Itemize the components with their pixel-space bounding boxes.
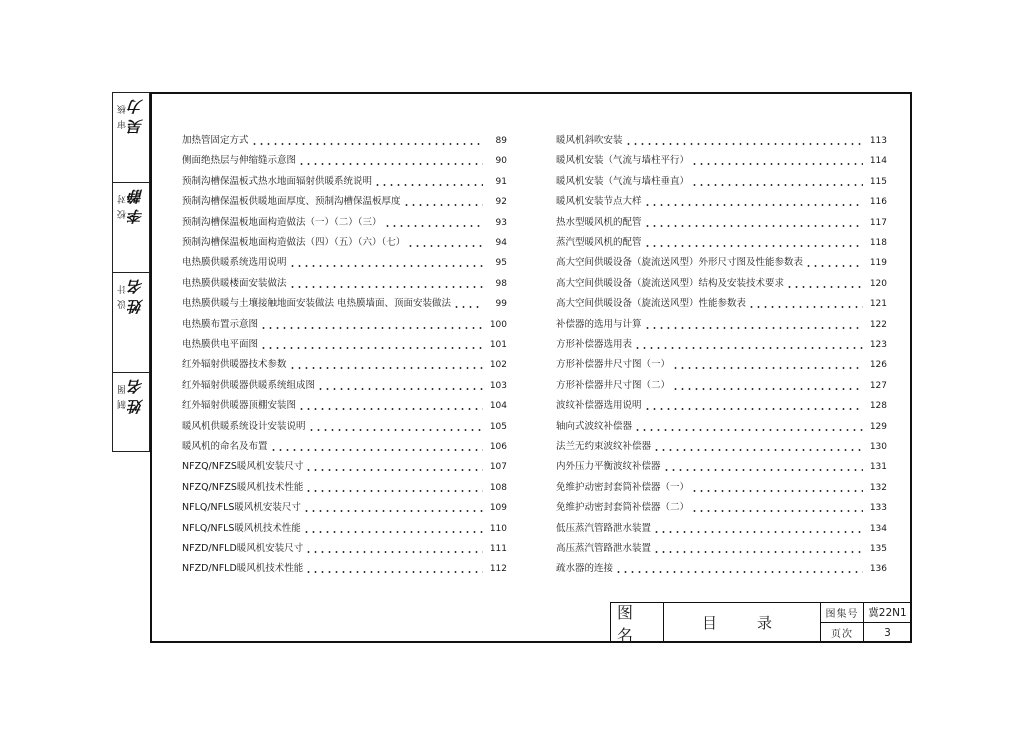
toc-entry-page: 108 [489, 482, 507, 493]
toc-entry-page: 99 [495, 299, 507, 310]
toc-entry-page: 135 [869, 544, 887, 554]
toc-entry-page: 121 [869, 299, 887, 310]
toc-entry[interactable] [182, 560, 507, 576]
dot-leader [289, 367, 483, 369]
signature: 姓 名 [127, 379, 145, 415]
toc-entry-page: 93 [495, 217, 507, 228]
toc-entry[interactable] [182, 214, 507, 230]
dot-leader [305, 469, 483, 471]
toc-entry-page: 102 [489, 360, 507, 371]
toc-entry-title: 红外辐射供暖器技术参数 [182, 359, 287, 371]
toc-entry-title: 暖风机供暖系统设计安装说明 [182, 420, 306, 432]
toc-entry-page: 105 [489, 421, 507, 432]
dot-leader [403, 204, 483, 206]
dot-leader [270, 449, 483, 451]
dot-leader [644, 408, 863, 410]
toc-entry-title: 预制沟槽保温板地面构造做法（一）（二）（三） [182, 216, 382, 228]
dot-leader [691, 490, 863, 492]
toc-entry-title: NFZD/NFLD暖风机安装尺寸 [182, 543, 304, 554]
toc-entry-title: 轴向式波纹补偿器 [556, 420, 633, 432]
toc-entry-title: 热水型暖风机的配管 [556, 216, 642, 228]
toc-entry-page: 132 [869, 482, 887, 493]
toc-entry-title: 暖风机安装节点大样 [556, 196, 642, 208]
toc-entry-page: 89 [495, 136, 507, 146]
dot-leader [303, 531, 483, 533]
dot-leader [251, 143, 483, 145]
atlas-number: 冀22N1 [868, 607, 907, 619]
toc-entry-page: 128 [869, 401, 887, 412]
toc-entry[interactable] [556, 540, 887, 556]
side-role: 校对 [118, 189, 128, 219]
dot-leader [305, 571, 483, 573]
toc-entry[interactable] [556, 295, 887, 311]
dot-leader [644, 204, 863, 206]
side-role: 制图 [118, 379, 128, 409]
dot-leader [644, 245, 863, 247]
dot-leader [260, 327, 483, 329]
toc-entry[interactable] [556, 438, 887, 454]
toc-entry-title: 电热膜供暖系统选用说明 [182, 257, 287, 269]
drawing-frame [150, 92, 912, 643]
toc-entry-title: NFLQ/NFLS暖风机安装尺寸 [182, 502, 301, 514]
toc-entry-title: 方形补偿器井尺寸图（一） [556, 359, 671, 371]
side-role: 审核 [118, 99, 128, 129]
toc-entry-page: 91 [495, 176, 507, 187]
toc-entry-title: 补偿器的选用与计算 [556, 318, 642, 330]
dot-leader [691, 510, 863, 512]
toc-entry-title: 方形补偿器选用表 [556, 339, 633, 350]
toc-entry-title: 疏水器的连接 [556, 563, 614, 575]
toc-entry-title: 暖风机的命名及布置 [182, 441, 268, 452]
toc-entry-page: 115 [869, 176, 887, 187]
toc-entry-title: 暖风机斜吹安装 [556, 135, 623, 146]
toc-entry[interactable] [182, 254, 507, 270]
dot-leader [260, 347, 483, 349]
toc-entry[interactable] [556, 275, 887, 291]
toc-entry-page: 101 [489, 340, 507, 350]
toc-entry-page: 92 [495, 197, 507, 208]
dot-leader [653, 449, 863, 451]
toc-entry[interactable] [556, 356, 887, 372]
toc-entry-title: 波纹补偿器选用说明 [556, 400, 642, 412]
toc-entry-page: 127 [869, 380, 887, 391]
dot-leader [317, 388, 483, 390]
toc-entry-title: 电热膜供暖与土壤接触地面安装做法 电热膜墙面、顶面安装做法 [182, 298, 452, 310]
toc-entry-page: 104 [489, 401, 507, 412]
toc-entry-page: 133 [869, 503, 887, 514]
toc-entry-title: 免维护动密封套筒补偿器（一） [556, 481, 690, 493]
toc-entry[interactable] [556, 152, 887, 168]
toc-entry-title: NFZQ/NFZS暖风机技术性能 [182, 481, 304, 493]
toc-entry-page: 100 [489, 319, 507, 330]
toc-entry-title: NFZD/NFLD暖风机技术性能 [182, 563, 304, 575]
signature: 吴 力 [127, 99, 145, 135]
toc-entry-page: 129 [869, 421, 887, 432]
toc-entry[interactable] [182, 132, 507, 148]
toc-entry[interactable] [182, 397, 507, 413]
dot-leader [691, 163, 863, 165]
toc-entry-title: 高压蒸汽管路泄水装置 [556, 543, 652, 554]
toc-entry-page: 107 [489, 462, 507, 473]
toc-entry[interactable] [556, 132, 887, 148]
toc-entry-page: 90 [495, 156, 507, 167]
toc-entry[interactable] [182, 540, 507, 556]
dot-leader [298, 408, 483, 410]
toc-entry-title: 电热膜供暖楼面安装做法 [182, 277, 287, 289]
toc-entry[interactable] [556, 173, 887, 189]
toc-entry-page: 134 [869, 523, 887, 534]
toc-entry[interactable] [556, 214, 887, 230]
side-role: 设计 [118, 279, 128, 309]
dot-leader [805, 265, 863, 267]
page-label: 页次 [821, 623, 864, 642]
dot-leader [644, 327, 863, 329]
dot-leader [634, 429, 863, 431]
toc-entry-page: 94 [495, 238, 507, 248]
dot-leader [289, 265, 483, 267]
dot-leader [653, 531, 863, 533]
dot-leader [748, 306, 863, 308]
toc-entry-title: 方形补偿器井尺寸图（二） [556, 379, 671, 391]
toc-entry[interactable] [556, 458, 887, 474]
toc-entry[interactable] [556, 234, 887, 250]
signature: 姓 名 [127, 279, 145, 315]
toc-entry[interactable] [182, 193, 507, 209]
title-block-label: 图名 [611, 603, 664, 642]
toc-entry-page: 112 [489, 564, 507, 575]
toc-entry-page: 116 [869, 197, 887, 208]
dot-leader [672, 388, 863, 390]
toc-entry[interactable] [182, 479, 507, 495]
dot-leader [305, 490, 483, 492]
toc-entry[interactable] [556, 254, 887, 270]
dot-leader [644, 225, 863, 227]
toc-entry[interactable] [556, 377, 887, 393]
page-number: 3 [884, 626, 891, 639]
page-row [821, 623, 911, 642]
dot-leader [303, 510, 483, 512]
toc-entry-page: 123 [869, 340, 887, 350]
toc-entry-title: NFLQ/NFLS暖风机技术性能 [182, 522, 301, 534]
dot-leader [298, 163, 483, 165]
toc-entry[interactable] [556, 499, 887, 515]
dot-leader [625, 143, 863, 145]
toc-entry-page: 98 [495, 278, 507, 289]
dot-leader [634, 347, 863, 349]
toc-entry-title: 预制沟槽保温板地面构造做法（四）（五）（六）（七） [182, 237, 406, 248]
toc-entry-page: 114 [869, 156, 887, 167]
toc-entry[interactable] [182, 418, 507, 434]
toc-entry-title: 法兰无约束波纹补偿器 [556, 441, 652, 452]
toc-entry-title: 内外压力平衡波纹补偿器 [556, 461, 661, 473]
toc-entry[interactable] [556, 479, 887, 495]
dot-leader [672, 367, 863, 369]
toc-entry-title: 蒸汽型暖风机的配管 [556, 237, 642, 248]
toc-entry-page: 95 [495, 258, 507, 269]
toc-entry-page: 109 [489, 503, 507, 514]
toc-entry-page: 126 [869, 360, 887, 371]
toc-entry[interactable] [556, 397, 887, 413]
toc-entry[interactable] [182, 316, 507, 332]
toc-entry-page: 130 [869, 442, 887, 452]
toc-entry-title: 红外辐射供暖器供暖系统组成图 [182, 379, 316, 391]
signature: 李 静 [127, 189, 145, 225]
toc-entry-page: 106 [489, 442, 507, 452]
toc-entry-title: 红外辐射供暖器顶棚安装图 [182, 400, 297, 412]
toc-entry-title: 预制沟槽保温板式热水地面辐射供暖系统说明 [182, 175, 373, 187]
side-cell-review [113, 93, 149, 183]
toc-entry-page: 111 [489, 544, 507, 554]
toc-entry-title: 预制沟槽保温板供暖地面厚度、预制沟槽保温板厚度 [182, 196, 401, 208]
toc-entry-title: 暖风机安装（气流与墙柱垂直） [556, 175, 690, 187]
toc-entry-title: NFZQ/NFZS暖风机安装尺寸 [182, 461, 304, 473]
dot-leader [653, 551, 863, 553]
toc-entry-page: 136 [869, 564, 887, 575]
title-block-info [821, 603, 911, 642]
toc-entry[interactable] [182, 356, 507, 372]
toc-entry[interactable] [556, 520, 887, 536]
toc-entry[interactable] [556, 418, 887, 434]
toc-entry[interactable] [556, 316, 887, 332]
toc-entry-title: 侧面绝热层与伸缩缝示意图 [182, 155, 297, 167]
toc-entry-page: 110 [489, 523, 507, 534]
toc-entry-title: 高大空间供暖设备（旋流送风型）外形尺寸图及性能参数表 [556, 257, 804, 269]
toc-entry[interactable] [182, 520, 507, 536]
toc-entry[interactable] [182, 458, 507, 474]
toc-entry-page: 120 [869, 278, 887, 289]
signature-panel [112, 92, 150, 452]
dot-leader [289, 286, 483, 288]
atlas-row [821, 603, 911, 623]
toc-entry[interactable] [556, 193, 887, 209]
dot-leader [305, 551, 483, 553]
toc-entry[interactable] [182, 499, 507, 515]
toc-entry[interactable] [182, 173, 507, 189]
dot-leader [663, 469, 863, 471]
toc-entry-page: 131 [869, 462, 887, 473]
toc-entry-page: 122 [869, 319, 887, 330]
toc-entry[interactable] [182, 152, 507, 168]
dot-leader [407, 245, 483, 247]
toc-entry-title: 低压蒸汽管路泄水装置 [556, 522, 652, 534]
toc-entry[interactable] [182, 336, 507, 352]
toc-entry-title: 加热管固定方式 [182, 135, 249, 146]
side-cell-proofread [113, 183, 149, 273]
toc-entry[interactable] [182, 377, 507, 393]
toc-entry-title: 免维护动密封套筒补偿器（二） [556, 502, 690, 514]
toc-entry-page: 113 [869, 136, 887, 146]
dot-leader [691, 184, 863, 186]
toc-entry-title: 电热膜布置示意图 [182, 318, 259, 330]
toc-entry-title: 高大空间供暖设备（旋流送风型）性能参数表 [556, 298, 747, 310]
dot-leader [308, 429, 483, 431]
dot-leader [786, 286, 863, 288]
toc-entry[interactable] [556, 336, 887, 352]
title-block [610, 602, 912, 643]
toc-entry[interactable] [182, 438, 507, 454]
dot-leader [374, 184, 483, 186]
side-cell-drawing [113, 373, 149, 451]
toc-entry[interactable] [182, 295, 507, 311]
toc-entry-page: 103 [489, 380, 507, 391]
toc-entry-title: 电热膜供电平面图 [182, 339, 259, 350]
toc-entry-page: 117 [869, 217, 887, 228]
toc-entry[interactable] [182, 234, 507, 250]
toc-entry-title: 暖风机安装（气流与墙柱平行） [556, 155, 690, 167]
page-title: 目录 [664, 603, 821, 642]
atlas-label: 图集号 [821, 603, 864, 622]
toc-entry[interactable] [182, 275, 507, 291]
dot-leader [615, 571, 863, 573]
dot-leader [453, 306, 483, 308]
toc-entry[interactable] [556, 560, 887, 576]
dot-leader [384, 225, 483, 227]
toc-entry-page: 119 [869, 258, 887, 269]
toc-entry-title: 高大空间供暖设备（旋流送风型）结构及安装技术要求 [556, 277, 785, 289]
toc-entry-page: 118 [869, 238, 887, 248]
side-cell-design [113, 273, 149, 373]
